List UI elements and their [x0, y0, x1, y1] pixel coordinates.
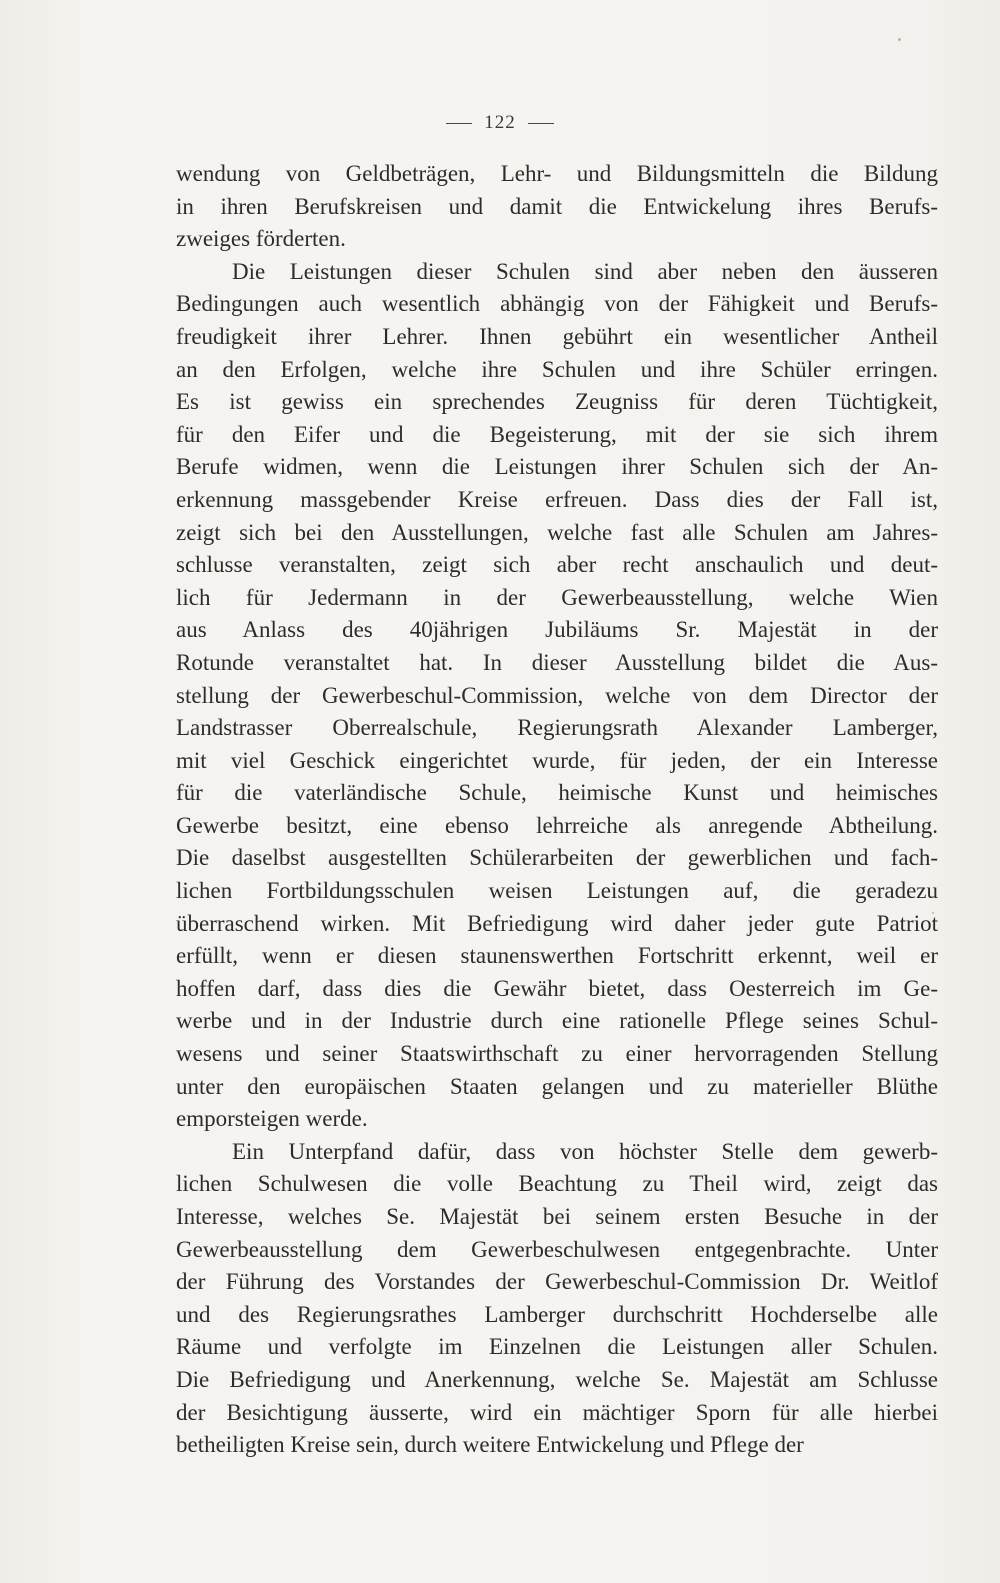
text-line: Die Befriedigung und Anerkennung, welche Se. Majestät am Schlusse	[176, 1366, 938, 1392]
text-line: Räume und verfolgte im Einzelnen die Leistungen aller Schulen.	[176, 1334, 938, 1360]
text-line: lichen Schulwesen die volle Beachtung zu Theil wird, zeigt das	[176, 1171, 938, 1197]
text-line: zeigt sich bei den Ausstellungen, welche fast alle Schulen am Jahres-	[176, 519, 938, 545]
page-number-text: 122	[484, 112, 516, 133]
text-line: Die Leistungen dieser Schulen sind aber neben den äusseren	[232, 258, 938, 284]
text-line: wendung von Geldbeträgen, Lehr- und Bildungsmitteln die Bildung	[176, 161, 938, 186]
text-line: in ihren Berufskreisen und damit die Entwickelung ihres Berufs-	[176, 193, 938, 219]
text-line: mit viel Geschick eingerichtet wurde, für jeden, der ein Interesse	[176, 747, 938, 773]
paragraph	[176, 1136, 938, 1462]
text-line: Es ist gewiss ein sprechendes Zeugniss für deren Tüchtigkeit,	[176, 389, 938, 415]
text-line: wesens und seiner Staatswirthschaft zu einer hervorragenden Stellung	[176, 1041, 938, 1067]
text-line: Rotunde veranstaltet hat. In dieser Ausstellung bildet die Aus-	[176, 649, 938, 675]
page-number-dash-left	[446, 123, 472, 124]
text-line: zweiges förderten.	[176, 226, 346, 252]
text-line: stellung der Gewerbeschul-Commission, welche von dem Director der	[176, 682, 938, 708]
text-line: betheiligten Kreise sein, durch weitere Entwickelung und Pflege der	[176, 1432, 804, 1458]
text-line: werbe und in der Industrie durch eine rationelle Pflege seines Schul-	[176, 1008, 938, 1034]
page-number-dash-right	[528, 123, 554, 124]
text-line: lich für Jedermann in der Gewerbeausstellung, welche Wien	[176, 584, 938, 610]
text-line: Bedingungen auch wesentlich abhängig von der Fähigkeit und Berufs-	[176, 291, 938, 317]
paragraph	[176, 158, 938, 256]
paragraph	[176, 256, 938, 1136]
text-line: unter den europäischen Staaten gelangen und zu materieller Blüthe	[176, 1073, 938, 1099]
text-line: aus Anlass des 40jährigen Jubiläums Sr. Majestät in der	[176, 617, 938, 643]
text-line: schlusse veranstalten, zeigt sich aber recht anschaulich und deut-	[176, 552, 938, 578]
text-line: emporsteigen werde.	[176, 1106, 368, 1132]
paper-speck	[898, 38, 901, 41]
text-line: Interesse, welches Se. Majestät bei seinem ersten Besuche in der	[176, 1204, 938, 1229]
text-line: überraschend wirken. Mit Befriedigung wird daher jeder gute Patriot	[176, 910, 938, 936]
text-line: Ein Unterpfand dafür, dass von höchster Stelle dem gewerb-	[232, 1138, 938, 1164]
text-line: der Führung des Vorstandes der Gewerbeschul-Commission Dr. Weitlof	[176, 1269, 938, 1295]
text-line: freudigkeit ihrer Lehrer. Ihnen gebührt ein wesentlicher Antheil	[176, 323, 938, 349]
text-line: Gewerbe besitzt, eine ebenso lehrreiche als anregende Abtheilung.	[176, 812, 938, 838]
text-line: Gewerbeausstellung dem Gewerbeschulwesen entgegenbrachte. Unter	[176, 1236, 938, 1262]
text-line: erfüllt, wenn er diesen staunenswerthen Fortschritt erkennt, weil er	[176, 943, 938, 969]
text-line: Die daselbst ausgestellten Schülerarbeiten der gewerblichen und fach-	[176, 845, 938, 871]
body-text	[176, 158, 938, 1462]
text-line: an den Erfolgen, welche ihre Schulen und ihre Schüler erringen.	[176, 356, 938, 382]
page-number	[0, 112, 1000, 134]
text-line: und des Regierungsrathes Lamberger durchschritt Hochderselbe alle	[176, 1301, 938, 1327]
text-line: für die vaterländische Schule, heimische Kunst und heimisches	[176, 780, 938, 806]
text-line: der Besichtigung äusserte, wird ein mächtiger Sporn für alle hierbei	[176, 1399, 938, 1425]
text-line: hoffen darf, dass dies die Gewähr bietet, dass Oesterreich im Ge-	[176, 975, 938, 1001]
text-line: für den Eifer und die Begeisterung, mit der sie sich ihrem	[176, 421, 938, 447]
text-line: Landstrasser Oberrealschule, Regierungsrath Alexander Lamberger,	[176, 715, 938, 741]
text-line: lichen Fortbildungsschulen weisen Leistungen auf, die geradezu	[176, 878, 938, 904]
text-line: erkennung massgebender Kreise erfreuen. Dass dies der Fall ist,	[176, 486, 938, 512]
text-line: Berufe widmen, wenn die Leistungen ihrer Schulen sich der An-	[176, 454, 938, 480]
